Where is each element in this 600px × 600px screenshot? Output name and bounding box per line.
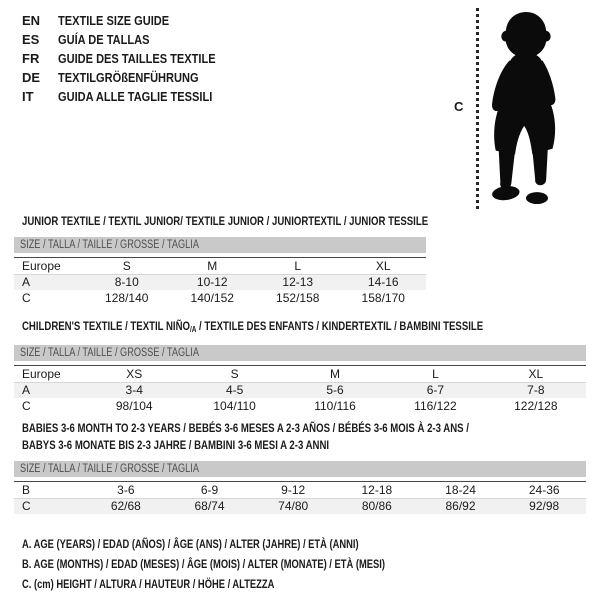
size-value-cell: 12-13 — [282, 275, 314, 290]
size-value-cell: 140/152 — [190, 290, 234, 305]
size-value-cell: 24-36 — [528, 482, 560, 497]
language-label: GUIDE DES TAILLES TEXTILE — [58, 51, 216, 66]
size-table-header — [14, 237, 426, 253]
table-row — [14, 499, 586, 515]
size-value-cell: 3-6 — [117, 482, 135, 497]
section-title-text: / TEXTILE DES ENFANTS / KINDERTEXTIL / BAMBINI TESSILE — [196, 319, 484, 333]
language-label: TEXTILE SIZE GUIDE — [58, 13, 170, 28]
size-value-cell: 62/68 — [110, 499, 141, 514]
table-row — [14, 258, 426, 275]
size-section — [14, 318, 586, 414]
table-row — [14, 482, 586, 499]
size-value-cell: 12-18 — [361, 482, 393, 497]
size-value-cell: XL — [528, 366, 544, 381]
size-value-cell: 14-16 — [367, 275, 399, 290]
size-value-cell: L — [432, 366, 439, 381]
size-value-cell: L — [294, 258, 302, 273]
size-table — [14, 345, 586, 414]
size-value-cell: 6-9 — [200, 482, 219, 497]
size-table-header — [14, 345, 586, 361]
row-label: Europe — [22, 258, 61, 273]
size-value-cell: 68/74 — [194, 499, 225, 514]
section-title-line — [22, 213, 473, 230]
legend-line: B. AGE (MONTHS) / EDAD (MESES) / ÂGE (MOIS) / ALTER (MONATE) / ETÀ (MESI) — [22, 557, 385, 571]
section-title-line — [22, 437, 473, 454]
legend-line: A. AGE (YEARS) / EDAD (AÑOS) / ÂGE (ANS) / ALTER (JAHRE) / ETÀ (ANNI) — [22, 537, 359, 551]
section-title — [14, 318, 586, 338]
language-code: FR — [22, 51, 40, 66]
size-value-cell: 8-10 — [114, 275, 139, 290]
size-value-cell: 110/116 — [314, 398, 356, 413]
size-table — [14, 461, 586, 514]
size-value-cell: 92/98 — [529, 499, 560, 514]
row-label: C — [22, 398, 31, 413]
size-value-cell: 104/110 — [213, 398, 256, 413]
language-row — [22, 68, 243, 87]
language-label: GUIDA ALLE TAGLIE TESSILI — [58, 89, 213, 104]
language-label: TEXTILGRÖßENFÜHRUNG — [58, 70, 199, 85]
size-table-header-text: SIZE / TALLA / TAILLE / GRÖSSE / TAGLIA — [20, 463, 199, 475]
size-table — [14, 237, 426, 306]
row-label: A — [22, 275, 31, 290]
row-label: Europe — [22, 366, 61, 381]
height-measure-dotted-line — [476, 8, 479, 209]
size-table-header-text: SIZE / TALLA / TAILLE / GRÖSSE / TAGLIA — [20, 239, 199, 251]
section-title-text: BABIES 3-6 MONTH TO 2-3 YEARS / BEBÉS 3-6 MESES A 2-3 AÑOS / BÉBÉS 3-6 MOIS À 2-3 ANS / — [22, 421, 469, 435]
size-section — [14, 420, 586, 514]
size-value-cell: M — [207, 258, 218, 273]
language-code: IT — [22, 89, 34, 104]
row-label: C — [22, 290, 31, 305]
size-table-rows — [14, 257, 426, 306]
size-value-cell: 18-24 — [445, 482, 476, 497]
size-value-cell: XL — [375, 258, 391, 273]
table-row — [14, 398, 586, 414]
row-label: B — [22, 482, 31, 497]
baby-figure-area — [440, 0, 600, 215]
language-list — [22, 11, 243, 106]
size-value-cell: 122/128 — [514, 398, 558, 413]
baby-silhouette-icon — [482, 9, 570, 207]
height-measure-label: C — [454, 99, 464, 114]
section-title-text: /A — [189, 325, 197, 334]
size-table-rows — [14, 365, 586, 414]
size-value-cell: 158/170 — [361, 290, 405, 305]
language-row — [22, 11, 243, 30]
size-table-header — [14, 461, 586, 477]
language-code: EN — [22, 13, 41, 28]
language-code: DE — [22, 70, 41, 85]
section-title-text: CHILDREN'S TEXTILE / TEXTIL NIÑO — [22, 319, 190, 333]
size-value-cell: 152/158 — [276, 290, 320, 305]
section-title-line — [22, 420, 473, 437]
size-value-cell: XS — [126, 366, 143, 381]
size-value-cell: 6-7 — [426, 383, 445, 398]
legend-line: C. (cm) HEIGHT / ALTURA / HAUTEUR / HÖHE / ALTEZZA — [22, 577, 275, 591]
size-value-cell: 4-5 — [225, 383, 244, 398]
section-title-text: BABYS 3-6 MONATE BIS 2-3 JAHRE / BAMBINI 3-6 MESI A 2-3 ANNI — [22, 438, 330, 452]
table-row — [14, 383, 586, 399]
size-value-cell: 7-8 — [527, 383, 545, 398]
language-label: GUÍA DE TALLAS — [58, 32, 150, 47]
size-value-cell: S — [230, 366, 239, 381]
size-value-cell: 80/86 — [361, 499, 392, 514]
size-value-cell: 86/92 — [445, 499, 476, 514]
section-title — [14, 213, 586, 230]
language-code: ES — [22, 32, 40, 47]
legend — [22, 534, 487, 594]
language-row — [22, 30, 243, 49]
section-title — [14, 420, 586, 454]
table-row — [14, 275, 426, 291]
table-row — [14, 290, 426, 306]
size-value-cell: M — [330, 366, 341, 381]
table-row — [14, 366, 586, 383]
section-title-text: JUNIOR TEXTILE / TEXTIL JUNIOR/ TEXTILE JUNIOR / JUNIORTEXTIL / JUNIOR TESSILE — [22, 214, 429, 228]
size-value-cell: 128/140 — [105, 290, 149, 305]
size-value-cell: S — [122, 258, 131, 273]
size-value-cell: 98/104 — [115, 398, 153, 413]
row-label: A — [22, 383, 31, 398]
size-value-cell: 116/122 — [414, 398, 457, 413]
section-title-line — [22, 318, 484, 338]
size-table-header-text: SIZE / TALLA / TAILLE / GRÖSSE / TAGLIA — [20, 347, 199, 359]
size-table-rows — [14, 481, 586, 514]
size-value-cell: 10-12 — [196, 275, 228, 290]
size-value-cell: 9-12 — [281, 482, 306, 497]
size-section — [14, 213, 586, 306]
size-value-cell: 5-6 — [326, 383, 344, 398]
language-row — [22, 49, 243, 68]
size-value-cell: 3-4 — [125, 383, 143, 398]
language-row — [22, 87, 243, 106]
size-value-cell: 74/80 — [278, 499, 309, 514]
row-label: C — [22, 499, 31, 514]
